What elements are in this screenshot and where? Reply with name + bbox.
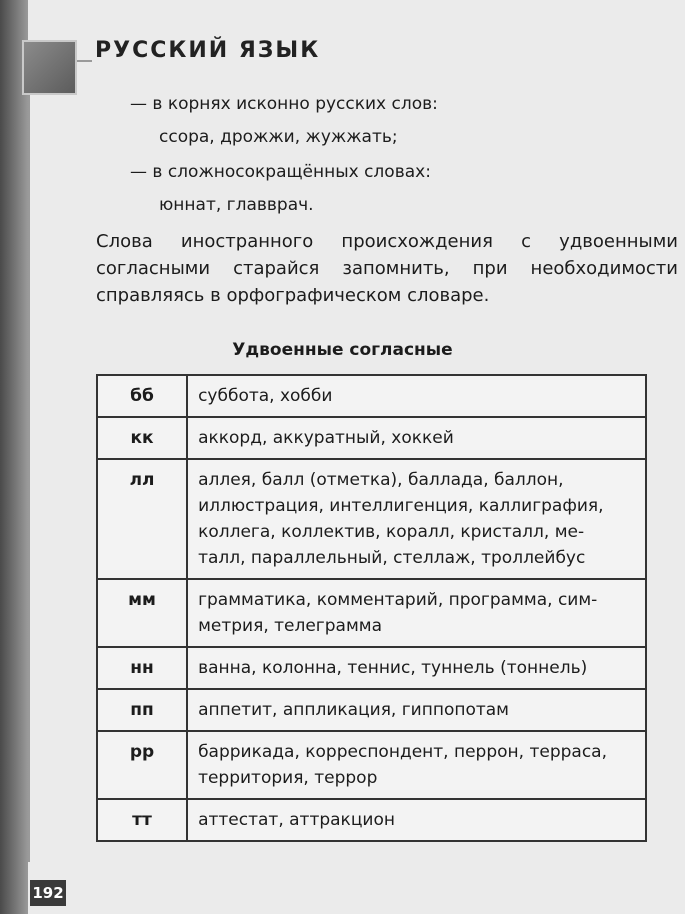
consonant-pair: лл <box>97 459 187 579</box>
page-frame <box>28 60 92 862</box>
bullet-dash: — <box>130 162 147 182</box>
example-line: грамматика, комментарий, программа, сим- <box>198 590 598 610</box>
paragraph-line: справляясь в орфографическом словаре. <box>96 285 490 306</box>
section-marker <box>22 40 77 95</box>
example-words <box>187 417 646 459</box>
rule-paragraph <box>96 228 678 309</box>
consonant-pair: мм <box>97 579 187 647</box>
section-title: РУССКИЙ ЯЗЫК <box>95 38 321 63</box>
example-words <box>187 647 646 689</box>
table-row <box>97 417 646 459</box>
example-words <box>187 459 646 579</box>
example-words <box>187 799 646 841</box>
table-row <box>97 579 646 647</box>
example-line: аллея, балл (отметка), баллада, баллон, <box>198 470 564 490</box>
example-line: аккорд, аккуратный, хоккей <box>198 428 454 448</box>
example-line: ванна, колонна, теннис, туннель (тоннель) <box>198 658 588 678</box>
consonant-pair: рр <box>97 731 187 799</box>
example-words <box>187 375 646 417</box>
example-line: метрия, телеграмма <box>198 616 383 636</box>
table-title: Удвоенные согласные <box>232 340 453 360</box>
example-words <box>187 579 646 647</box>
example-words <box>187 731 646 799</box>
paragraph-line: Слова иностранного происхождения с удвоенными <box>96 231 678 252</box>
bullet-2 <box>130 162 431 182</box>
example-line: аппетит, аппликация, гиппопотам <box>198 700 510 720</box>
bullet-dash: — <box>130 94 147 114</box>
example-line: иллюстрация, интеллигенция, каллиграфия, <box>198 496 604 516</box>
bullet-text: в корнях исконно русских слов: <box>152 94 438 114</box>
example-line: коллега, коллектив, коралл, кристалл, ме- <box>198 522 585 542</box>
consonant-pair: тт <box>97 799 187 841</box>
paragraph-line: согласными старайся запомнить, при необходимости <box>96 258 678 279</box>
example-line: баррикада, корреспондент, перрон, терраса, <box>198 742 607 762</box>
consonant-pair: кк <box>97 417 187 459</box>
table-row <box>97 647 646 689</box>
example-line: аттестат, аттракцион <box>198 810 395 830</box>
page-edge-bar <box>0 0 28 914</box>
example-line: территория, террор <box>198 768 378 788</box>
table-row <box>97 799 646 841</box>
table-row <box>97 689 646 731</box>
table-row <box>97 375 646 417</box>
consonant-pair: бб <box>97 375 187 417</box>
example-line: талл, параллельный, стеллаж, троллейбус <box>198 548 586 568</box>
bullet-1 <box>130 94 438 114</box>
table-row <box>97 459 646 579</box>
page-number: 192 <box>30 880 66 906</box>
consonant-pair: нн <box>97 647 187 689</box>
bullet-1-example: ссора, дрожжи, жужжать; <box>159 127 398 147</box>
bullet-2-example: юннат, главврач. <box>159 195 314 215</box>
consonant-pair: пп <box>97 689 187 731</box>
example-line: суббота, хобби <box>198 386 333 406</box>
table-row <box>97 731 646 799</box>
double-consonants-table <box>96 374 647 842</box>
bullet-text: в сложносокращённых словах: <box>152 162 431 182</box>
example-words <box>187 689 646 731</box>
